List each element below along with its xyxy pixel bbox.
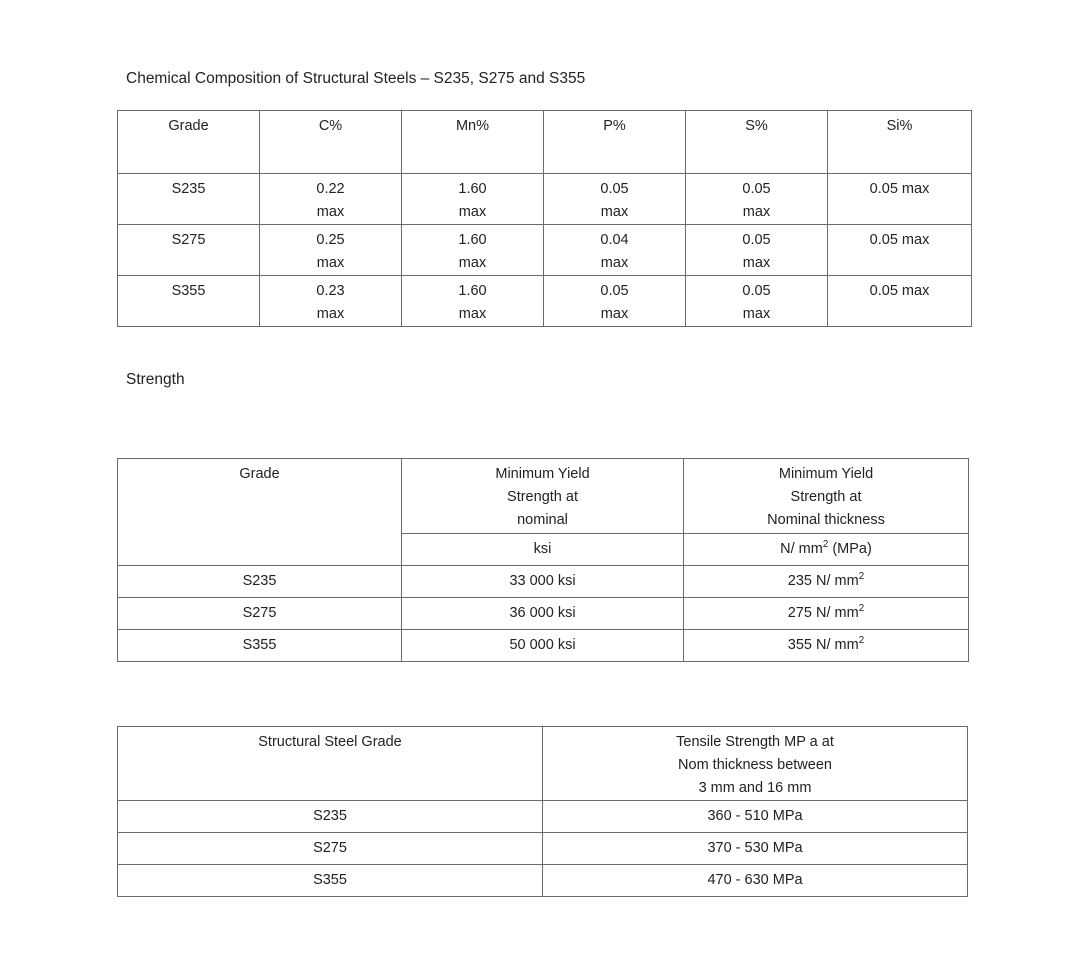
cell-silicon: 0.05 max — [828, 276, 972, 327]
cell-grade: S355 — [118, 865, 543, 897]
cell-grade: S355 — [118, 276, 260, 327]
cell-carbon — [260, 276, 402, 327]
value: 1.60 — [458, 283, 487, 299]
qualifier: max — [316, 204, 345, 220]
qualifier: max — [600, 204, 629, 220]
qualifier: max — [742, 306, 771, 322]
cell-yield-mpa: 355 N/ $mm^2$ — [684, 630, 969, 662]
column-header-yield-mpa: Minimum Yield Strength at Nominal thickness — [684, 459, 969, 534]
qualifier: max — [600, 306, 629, 322]
value: 0.23 — [316, 283, 345, 299]
value: 0.05 — [742, 232, 771, 248]
table-row — [118, 276, 972, 327]
section-label-strength: Strength — [126, 371, 185, 388]
cell-carbon — [260, 225, 402, 276]
table-row — [118, 630, 969, 662]
unit-header-ksi: ksi — [402, 534, 684, 566]
column-header-carbon: C% — [260, 111, 402, 174]
cell-manganese — [402, 225, 544, 276]
table-row — [118, 566, 969, 598]
unit-header-mpa: N/ $mm^2$ (MPa) — [684, 534, 969, 566]
value: 1.60 — [458, 181, 487, 197]
table-row — [118, 598, 969, 630]
column-header-phosphorus: P% — [544, 111, 686, 174]
column-header-tensile-strength: Tensile Strength MP a at Nom thickness between 3 mm and 16 mm — [543, 727, 968, 801]
cell-manganese — [402, 276, 544, 327]
value: 0.04 — [600, 232, 629, 248]
value: 0.05 — [742, 181, 771, 197]
cell-yield-ksi: 33 000 ksi — [402, 566, 684, 598]
table-row — [118, 801, 968, 833]
cell-grade: S275 — [118, 833, 543, 865]
column-header-sulphur: S% — [686, 111, 828, 174]
table-row — [118, 833, 968, 865]
page-title: Chemical Composition of Structural Steels – S235, S275 and S355 — [126, 70, 586, 87]
tensile-strength-table — [117, 726, 968, 897]
column-header-yield-ksi: Minimum Yield Strength at nominal — [402, 459, 684, 534]
cell-yield-ksi: 50 000 ksi — [402, 630, 684, 662]
value: 0.22 — [316, 181, 345, 197]
column-header-structural-steel-grade: Structural Steel Grade — [118, 727, 543, 801]
cell-phosphorus — [544, 225, 686, 276]
cell-grade: S235 — [118, 566, 402, 598]
qualifier: max — [458, 306, 487, 322]
superscript: 2 — [822, 539, 829, 551]
table-header-row — [118, 459, 969, 534]
value: 0.05 — [600, 283, 629, 299]
superscript: 2 — [858, 635, 865, 647]
table-header-row — [118, 727, 968, 801]
qualifier: max — [600, 255, 629, 271]
qualifier: max — [458, 255, 487, 271]
superscript: 2 — [858, 571, 865, 583]
cell-sulphur — [686, 276, 828, 327]
cell-silicon: 0.05 max — [828, 225, 972, 276]
value: 0.05 — [742, 283, 771, 299]
cell-grade: S355 — [118, 630, 402, 662]
cell-yield-mpa: 235 N/ $mm^2$ — [684, 566, 969, 598]
column-header-grade: Grade — [118, 111, 260, 174]
chemical-composition-table — [117, 110, 972, 327]
column-header-manganese: Mn% — [402, 111, 544, 174]
cell-silicon: 0.05 max — [828, 174, 972, 225]
cell-yield-mpa: 275 N/ $mm^2$ — [684, 598, 969, 630]
cell-sulphur — [686, 174, 828, 225]
table-row — [118, 225, 972, 276]
value: 1.60 — [458, 232, 487, 248]
column-header-grade: Grade — [118, 459, 402, 566]
qualifier: max — [742, 204, 771, 220]
table-row — [118, 174, 972, 225]
cell-manganese — [402, 174, 544, 225]
cell-grade: S275 — [118, 598, 402, 630]
qualifier: max — [316, 255, 345, 271]
value: 0.05 — [600, 181, 629, 197]
table-row — [118, 865, 968, 897]
yield-strength-table — [117, 458, 969, 662]
cell-tensile: 470 - 630 MPa — [543, 865, 968, 897]
qualifier: max — [742, 255, 771, 271]
column-header-silicon: Si% — [828, 111, 972, 174]
cell-phosphorus — [544, 276, 686, 327]
table-header-row — [118, 111, 972, 174]
cell-yield-ksi: 36 000 ksi — [402, 598, 684, 630]
qualifier: max — [458, 204, 487, 220]
cell-phosphorus — [544, 174, 686, 225]
value: 0.25 — [316, 232, 345, 248]
cell-tensile: 370 - 530 MPa — [543, 833, 968, 865]
cell-grade: S275 — [118, 225, 260, 276]
superscript: 2 — [858, 603, 865, 615]
qualifier: max — [316, 306, 345, 322]
cell-carbon — [260, 174, 402, 225]
cell-grade: S235 — [118, 801, 543, 833]
cell-grade: S235 — [118, 174, 260, 225]
cell-tensile: 360 - 510 MPa — [543, 801, 968, 833]
cell-sulphur — [686, 225, 828, 276]
